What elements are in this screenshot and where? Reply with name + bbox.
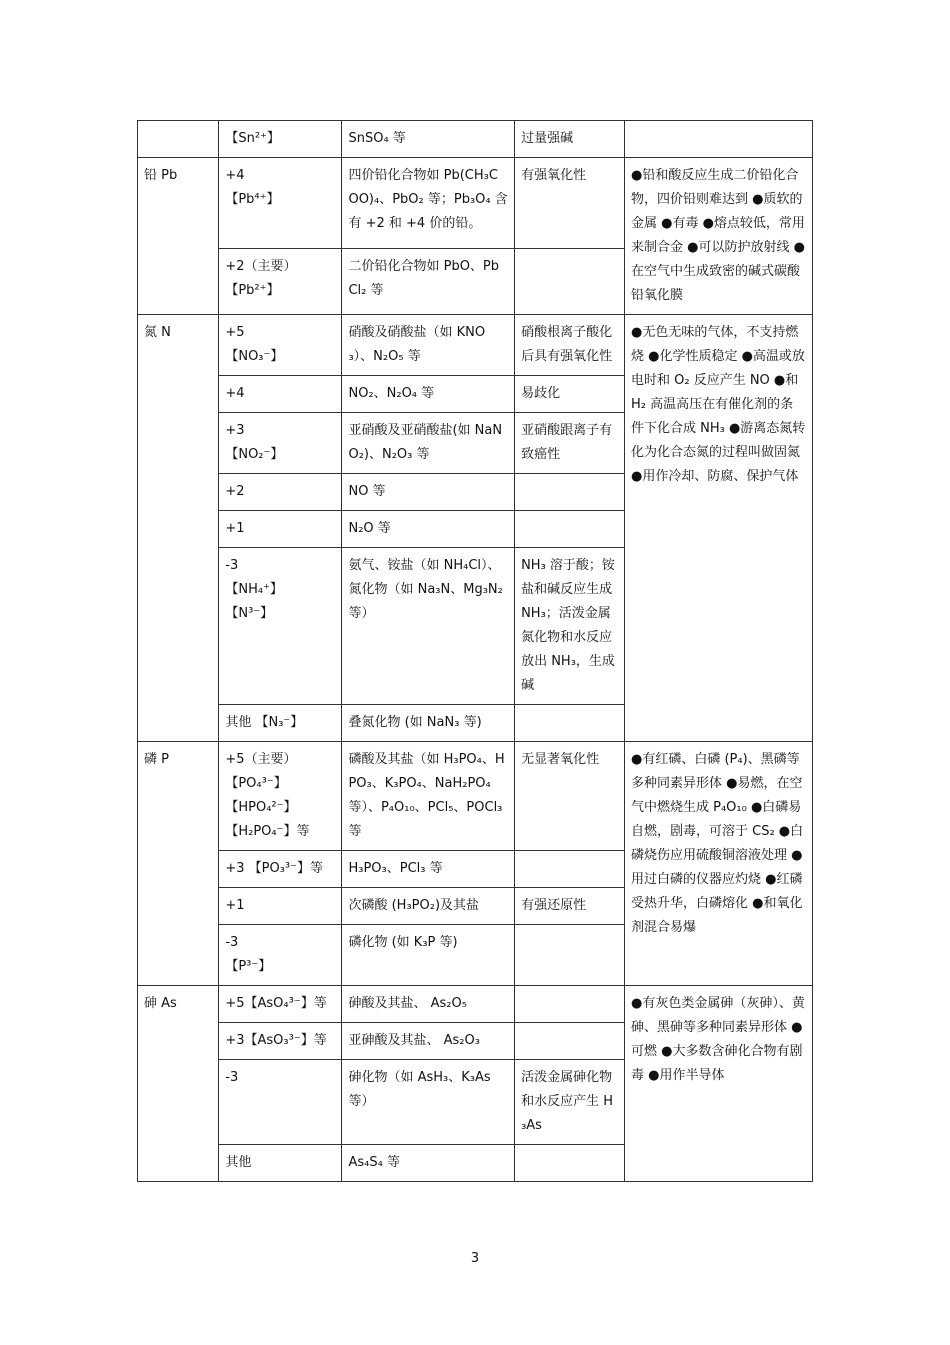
element-name-cell: 铅 Pb <box>138 158 219 315</box>
valence-cell: +5【AsO₄³⁻】等 <box>219 986 342 1023</box>
property-cell: 有强氧化性 <box>515 158 625 249</box>
property-cell <box>515 851 625 888</box>
property-cell: 亚硝酸跟离子有致癌性 <box>515 413 625 474</box>
remarks-cell <box>624 121 812 158</box>
table-row <box>138 986 813 1023</box>
table-row <box>138 742 813 851</box>
compounds-cell: 叠氮化物 (如 NaN₃ 等) <box>342 705 515 742</box>
compounds-cell: 四价铅化合物如 Pb(CH₃COO)₄、PbO₂ 等；Pb₃O₄ 含有 +2 和 +4 价的铅。 <box>342 158 515 249</box>
property-cell: 有强还原性 <box>515 888 625 925</box>
property-cell: 易歧化 <box>515 376 625 413</box>
valence-cell: +5（主要） 【PO₄³⁻】 【HPO₄²⁻】 【H₂PO₄⁻】等 <box>219 742 342 851</box>
element-cell <box>138 121 219 158</box>
remarks-cell: ●有灰色类金属砷（灰砷）、黄砷、黑砷等多种同素异形体 ●可燃 ●大多数含砷化合物有剧毒 ●用作半导体 <box>624 986 812 1182</box>
compounds-cell: NO₂、N₂O₄ 等 <box>342 376 515 413</box>
valence-cell: +3 【PO₃³⁻】等 <box>219 851 342 888</box>
valence-cell: -3 【NH₄⁺】 【N³⁻】 <box>219 548 342 705</box>
property-cell <box>515 1023 625 1060</box>
compounds-cell: NO 等 <box>342 474 515 511</box>
table-row <box>138 158 813 249</box>
valence-cell: +2（主要） 【Pb²⁺】 <box>219 249 342 315</box>
compounds-cell: 硝酸及硝酸盐（如 KNO₃）、N₂O₅ 等 <box>342 315 515 376</box>
valence-cell: +1 <box>219 511 342 548</box>
valence-cell: +3【AsO₃³⁻】等 <box>219 1023 342 1060</box>
property-cell: NH₃ 溶于酸；铵盐和碱反应生成 NH₃；活泼金属氮化物和水反应放出 NH₃，生成碱 <box>515 548 625 705</box>
element-name-cell: 砷 As <box>138 986 219 1182</box>
table-row <box>138 315 813 376</box>
page-number: 3 <box>470 1251 480 1266</box>
property-cell <box>515 1145 625 1182</box>
property-cell: 无显著氧化性 <box>515 742 625 851</box>
table-row <box>138 121 813 158</box>
valence-cell: +3 【NO₂⁻】 <box>219 413 342 474</box>
remarks-cell: ●无色无味的气体，不支持燃烧 ●化学性质稳定 ●高温或放电时和 O₂ 反应产生 NO ●和 H₂ 高温高压在有催化剂的条件下化合成 NH₃ ●游离态氮转化为化合态氮的过程叫做固氮 ●用作冷却、防腐、保护气体 <box>624 315 812 742</box>
remarks-cell: ●有红磷、白磷 (P₄)、黑磷等多种同素异形体 ●易燃，在空气中燃烧生成 P₄O₁₀ ●白磷易自燃，剧毒，可溶于 CS₂ ●白磷烧伤应用硫酸铜溶液处理 ●用过白磷的仪器应灼烧 ●红磷受热升华，白磷熔化 ●和氧化剂混合易爆 <box>624 742 812 986</box>
valence-cell: 其他 <box>219 1145 342 1182</box>
compounds-cell: 磷酸及其盐（如 H₃PO₄、HPO₃、K₃PO₄、NaH₂PO₄ 等）、P₄O₁₀、PCl₅、POCl₃ 等 <box>342 742 515 851</box>
compounds-cell: H₃PO₃、PCl₃ 等 <box>342 851 515 888</box>
element-name-cell: 磷 P <box>138 742 219 986</box>
property-cell <box>515 249 625 315</box>
compounds-cell: 砷酸及其盐、 As₂O₅ <box>342 986 515 1023</box>
valence-cell: +2 <box>219 474 342 511</box>
valence-cell: +5 【NO₃⁻】 <box>219 315 342 376</box>
compounds-cell: SnSO₄ 等 <box>342 121 515 158</box>
property-cell <box>515 986 625 1023</box>
valence-cell: 【Sn²⁺】 <box>219 121 342 158</box>
compounds-cell: As₄S₄ 等 <box>342 1145 515 1182</box>
valence-cell: +4 【Pb⁴⁺】 <box>219 158 342 249</box>
property-cell: 活泼金属砷化物和水反应产生 H₃As <box>515 1060 625 1145</box>
valence-cell: +4 <box>219 376 342 413</box>
property-cell <box>515 925 625 986</box>
compounds-cell: 砷化物（如 AsH₃、K₃As 等） <box>342 1060 515 1145</box>
element-name-cell: 氮 N <box>138 315 219 742</box>
valence-cell: +1 <box>219 888 342 925</box>
valence-cell: 其他 【N₃⁻】 <box>219 705 342 742</box>
compounds-cell: 亚砷酸及其盐、 As₂O₃ <box>342 1023 515 1060</box>
chemistry-table <box>137 120 813 1182</box>
property-cell <box>515 474 625 511</box>
compounds-cell: 次磷酸 (H₃PO₂)及其盐 <box>342 888 515 925</box>
compounds-cell: 氨气、铵盐（如 NH₄Cl）、氮化物（如 Na₃N、Mg₃N₂ 等） <box>342 548 515 705</box>
property-cell <box>515 705 625 742</box>
compounds-cell: 亚硝酸及亚硝酸盐(如 NaNO₂)、N₂O₃ 等 <box>342 413 515 474</box>
property-cell <box>515 511 625 548</box>
compounds-cell: 二价铅化合物如 PbO、PbCl₂ 等 <box>342 249 515 315</box>
valence-cell: -3 <box>219 1060 342 1145</box>
property-cell: 硝酸根离子酸化后具有强氧化性 <box>515 315 625 376</box>
compounds-cell: N₂O 等 <box>342 511 515 548</box>
property-cell: 过量强碱 <box>515 121 625 158</box>
compounds-cell: 磷化物 (如 K₃P 等) <box>342 925 515 986</box>
remarks-cell: ●铅和酸反应生成二价铅化合物，四价铅则难达到 ●质软的金属 ●有毒 ●熔点较低，常用来制合金 ●可以防护放射线 ●在空气中生成致密的碱式碳酸铅氧化膜 <box>624 158 812 315</box>
valence-cell: -3 【P³⁻】 <box>219 925 342 986</box>
